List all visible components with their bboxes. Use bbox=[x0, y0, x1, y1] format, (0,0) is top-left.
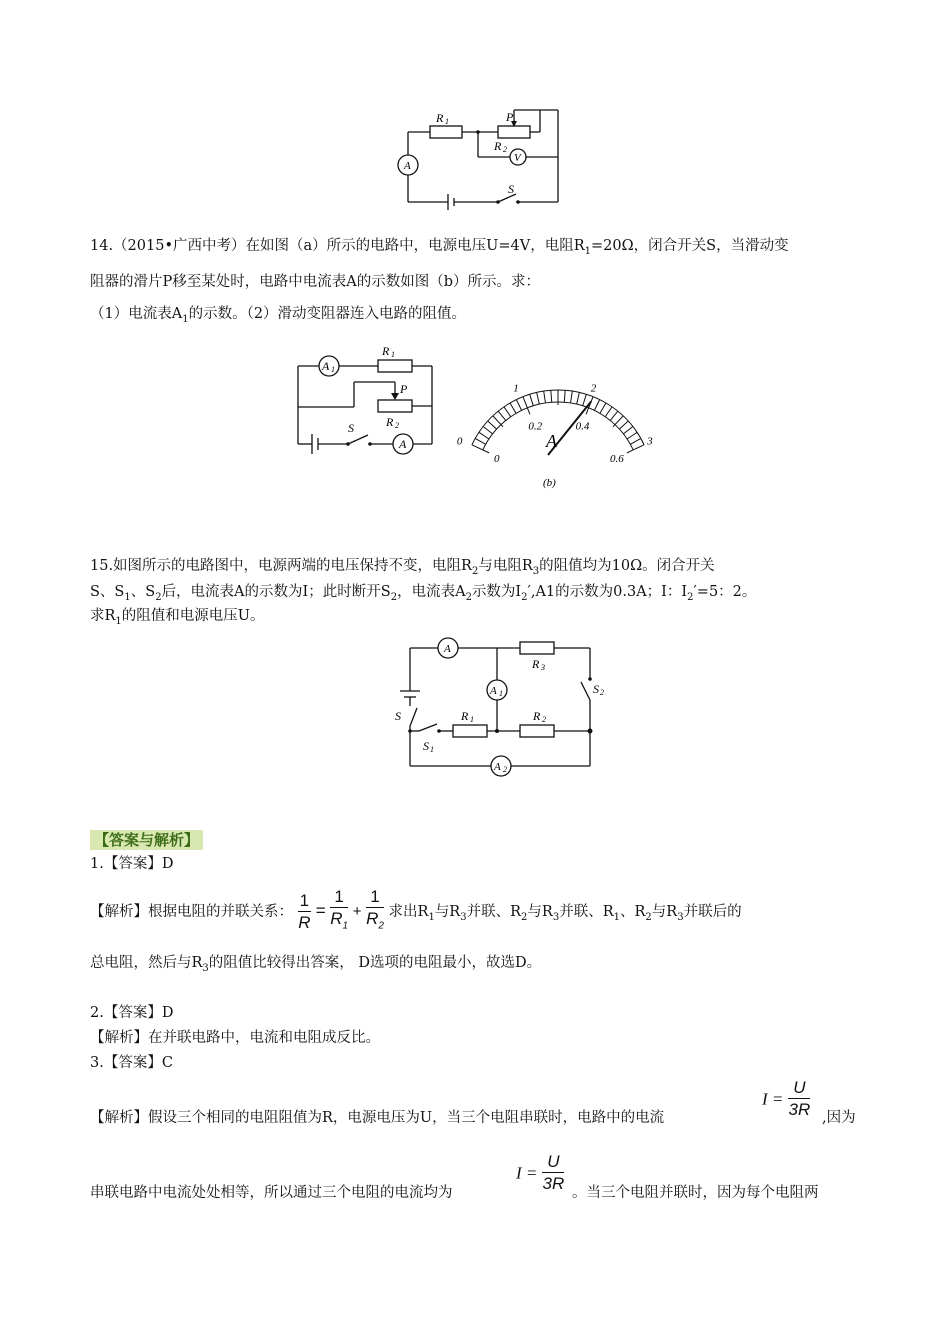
circuit-figure-q15 bbox=[395, 634, 605, 784]
r2-label-a: R bbox=[386, 415, 394, 429]
a1-sub: 1 bbox=[331, 365, 335, 374]
q14-line3: （1）电流表$A_1$的示数。（2）滑动变阻器连入电路的阻值。 bbox=[90, 306, 467, 325]
answer-1: 1.【答案】D bbox=[90, 856, 174, 872]
a1-sub-15: 1 bbox=[499, 689, 503, 698]
r1-label-15: R bbox=[461, 709, 469, 723]
meter-tick bbox=[583, 394, 587, 405]
ammeter-label: A bbox=[404, 160, 411, 172]
meter-tick bbox=[630, 438, 640, 444]
s1-label-15: S bbox=[423, 739, 429, 753]
r3-sub-15: 3 bbox=[541, 663, 545, 672]
meter-tick bbox=[537, 392, 540, 404]
answers-header: 【答案与解析】 bbox=[90, 830, 203, 850]
switch-label: S bbox=[508, 182, 514, 196]
meter-tick bbox=[493, 416, 503, 427]
r2-sub: 2 bbox=[503, 145, 507, 154]
r2-label-15: R bbox=[533, 709, 541, 723]
meter-tick bbox=[483, 427, 492, 434]
a2-sub-15: 2 bbox=[503, 765, 507, 774]
q14-line2: 阻器的滑片P移至某处时，电路中电流表A的示数如图（b）所示。求： bbox=[90, 274, 541, 290]
r2-label: R bbox=[494, 139, 502, 153]
formula-i-u-3r-a: I = $\frac{U}{3R}$ bbox=[762, 1078, 811, 1119]
meter-tick bbox=[627, 432, 637, 439]
a1-label-15: A bbox=[490, 685, 497, 697]
p-label-a: P bbox=[400, 382, 408, 396]
r1-label: R bbox=[436, 111, 444, 125]
meter-tick bbox=[623, 427, 632, 434]
explanation-1: 【解析】根据电阻的并联关系： $\frac{1}{R}$ = $\frac{1}{R_1}$ + $\frac{1}{R_2}$ 求出$R_1$与$R_3$并联、$R_2$与$R_3$并联、$R_1$、$R_2$与$R_3$并联后的 bbox=[90, 886, 862, 936]
explanation-3-line2b: 。当三个电阻并联时，因为每个电阻两 bbox=[572, 1185, 819, 1201]
explanation-3-line1: 【解析】假设三个相同的电阻阻值为R，电源电压为U，当三个电阻串联时，电路中的电流 bbox=[90, 1110, 665, 1126]
meter-tick bbox=[627, 445, 644, 453]
meter-bottom-1: 0.2 bbox=[528, 420, 543, 433]
meter-tick bbox=[577, 392, 580, 404]
r2-sub-15: 2 bbox=[542, 715, 546, 724]
r1-sub: 1 bbox=[445, 117, 449, 126]
circuit-figure-a bbox=[290, 340, 440, 490]
meter-top-3: 3 bbox=[647, 435, 653, 448]
s-label-a: S bbox=[348, 421, 354, 435]
s1-sub-15: 1 bbox=[430, 745, 434, 754]
answer-3: 3.【答案】C bbox=[90, 1055, 173, 1071]
meter-tick bbox=[610, 411, 618, 420]
meter-bottom-3: 0.6 bbox=[610, 452, 624, 465]
meter-tick bbox=[571, 391, 573, 403]
formula-i-u-3r-b: I = $\frac{U}{3R}$ bbox=[516, 1152, 565, 1193]
meter-tick bbox=[594, 400, 599, 411]
explanation-2: 【解析】在并联电路中，电流和电阻成反比。 bbox=[90, 1030, 380, 1046]
meter-tick bbox=[516, 400, 521, 411]
meter-tick bbox=[619, 421, 628, 429]
explanation-1-line2: 总电阻，然后与$R_3$的阻值比较得出答案， D选项的电阻最小，故选D。 bbox=[90, 955, 542, 974]
q15-line1: 15.如图所示的电路图中，电源两端的电压保持不变，电阻$R_2$与电阻$R_3$的阻值均为10Ω。闭合开关 bbox=[90, 558, 715, 577]
s2-label-15: S bbox=[593, 682, 599, 696]
voltmeter-label: V bbox=[514, 152, 521, 164]
s-label-15: S bbox=[395, 709, 401, 723]
a-label-a: A bbox=[399, 437, 407, 451]
r2-sub-a: 2 bbox=[395, 421, 399, 430]
meter-tick bbox=[498, 411, 506, 420]
r1-label-a: R bbox=[382, 344, 390, 358]
r1-sub-a: 1 bbox=[391, 350, 395, 359]
p-label: P bbox=[506, 110, 514, 124]
explanation-3-line2a: 串联电路中电流处处相等，所以通过三个电阻的电流均为 bbox=[90, 1185, 453, 1201]
meter-tick bbox=[475, 438, 485, 444]
meter-bottom-0: 0 bbox=[493, 452, 500, 465]
meter-tick bbox=[530, 394, 534, 405]
meter-unit: A bbox=[546, 431, 557, 451]
meter-tick bbox=[544, 391, 546, 403]
caption-b: (b) bbox=[543, 477, 556, 489]
circuit-figure-top bbox=[388, 105, 568, 215]
meter-tick bbox=[479, 432, 489, 439]
meter-top-1: 1 bbox=[513, 382, 519, 395]
meter-top-0: 0 bbox=[456, 435, 463, 448]
meter-tick bbox=[472, 445, 489, 453]
a-label-15: A bbox=[444, 643, 451, 655]
meter-bottom-2: 0.4 bbox=[575, 420, 590, 433]
meter-tick bbox=[523, 397, 530, 415]
s2-sub-15: 2 bbox=[600, 688, 604, 697]
meter-figure-b bbox=[448, 345, 688, 490]
q14-line1: 14.（2015•广西中考）在如图（a）所示的电路中，电源电压U=4V，电阻$R_1=20\Omega$，闭合开关S，当滑动变 bbox=[90, 238, 789, 257]
a2-label-15: A bbox=[494, 761, 501, 773]
answer-2: 2.【答案】D bbox=[90, 1005, 174, 1021]
frac-1-over-r1: $\frac{1}{R_1}$ bbox=[330, 886, 349, 932]
frac-1-over-r2: $\frac{1}{R_2}$ bbox=[366, 886, 384, 932]
frac-1-over-r: $\frac{1}{R}$ bbox=[298, 890, 311, 932]
q15-line3: 求$R_1$的阻值和电源电压U。 bbox=[90, 608, 265, 627]
r1-sub-15: 1 bbox=[470, 715, 474, 724]
meter-tick bbox=[510, 403, 516, 413]
meter-tick bbox=[564, 390, 565, 402]
meter-top-2: 2 bbox=[590, 382, 597, 395]
meter-tick bbox=[504, 407, 511, 417]
meter-tick bbox=[551, 390, 552, 402]
a1-label: A bbox=[322, 359, 330, 373]
meter-tick bbox=[488, 421, 497, 429]
meter-tick bbox=[613, 416, 623, 427]
q15-line2: S、$S_1$、$S_2$后，电流表A的示数为I；此时断开$S_2$，电流表$A_2$示数为$I_2',A1$的示数为0.3A；I：$I_2'=5$：2。 bbox=[90, 584, 757, 603]
r3-label-15: R bbox=[532, 657, 540, 671]
meter-tick bbox=[600, 403, 606, 413]
explanation-3-because: ,因为 bbox=[822, 1110, 856, 1126]
meter-tick bbox=[605, 407, 612, 417]
